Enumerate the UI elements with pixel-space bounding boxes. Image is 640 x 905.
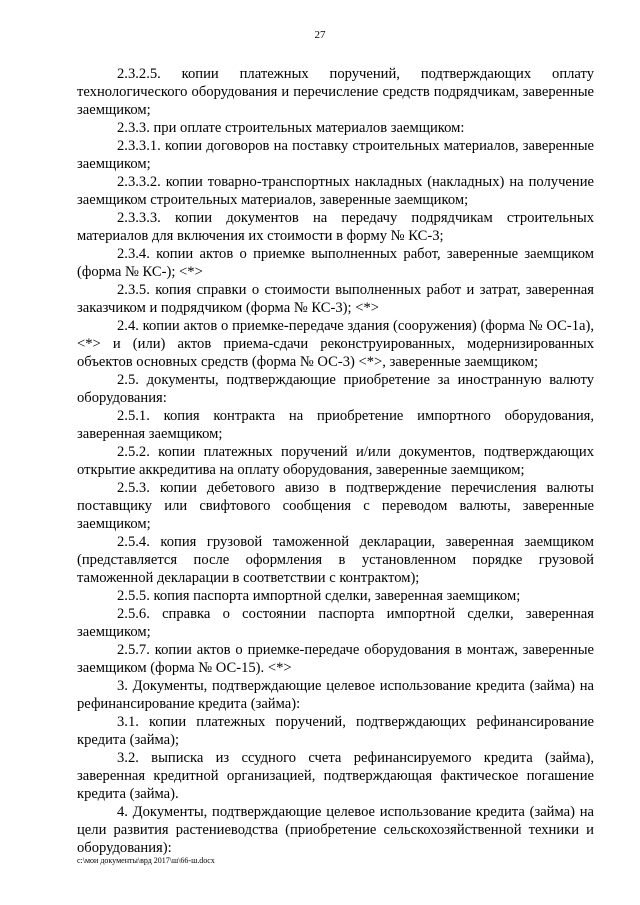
paragraph: 3.2. выписка из ссудного счета рефинансируемого кредита (займа), заверенная кредитной организацией, подтверждающая фактическое погашение кредита (займа). [77, 750, 594, 802]
paragraph: 2.5.1. копия контракта на приобретение импортного оборудования, заверенная заемщиком; [77, 408, 594, 442]
paragraph: 2.3.4. копии актов о приемке выполненных работ, заверенные заемщиком (форма № КС-); <*> [77, 246, 594, 280]
paragraph: 2.5.3. копии дебетового авизо в подтверждение перечисления валюты поставщику или свифтового сообщения с переводом валюты, заверенные заемщиком; [77, 480, 594, 532]
paragraph: 2.5.7. копии актов о приемке-передаче оборудования в монтаж, заверенные заемщиком (форма № ОС-15). <*> [77, 642, 594, 676]
file-path-footer: c:\мои документы\врд 2017\ш\66-ш.docx [77, 856, 215, 865]
page-number: 27 [314, 29, 326, 41]
document-body [77, 65, 594, 857]
paragraph: 2.3.3.3. копии документов на передачу подрядчикам строительных материалов для включения их стоимости в форму № КС-3; [77, 210, 594, 244]
paragraph: 2.3.5. копия справки о стоимости выполненных работ и затрат, заверенная заказчиком и подрядчиком (форма № КС-3); <*> [77, 282, 594, 316]
paragraph: 3. Документы, подтверждающие целевое использование кредита (займа) на рефинансирование кредита (займа): [77, 678, 594, 712]
paragraph: 2.3.3.2. копии товарно-транспортных накладных (накладных) на получение заемщиком строительных материалов, заверенные заемщиком; [77, 174, 594, 208]
paragraph: 2.5.5. копия паспорта импортной сделки, заверенная заемщиком; [117, 588, 521, 604]
paragraph: 2.3.3.1. копии договоров на поставку строительных материалов, заверенные заемщиком; [77, 138, 594, 172]
paragraph: 2.5.4. копия грузовой таможенной декларации, заверенная заемщиком (представляется после оформления в установленном порядке грузовой таможенной декларации в соответствии с контрактом); [77, 534, 594, 586]
paragraph: 2.3.2.5. копии платежных поручений, подтверждающих оплату технологического оборудования и перечисление средств подрядчикам, заверенные заемщиком; [77, 66, 594, 118]
paragraph: 2.5.6. справка о состоянии паспорта импортной сделки, заверенная заемщиком; [77, 606, 594, 640]
paragraph: 2.5. документы, подтверждающие приобретение за иностранную валюту оборудования: [77, 372, 594, 406]
paragraph: 4. Документы, подтверждающие целевое использование кредита (займа) на цели развития растениеводства (приобретение сельскохозяйственной техники и оборудования): [77, 804, 594, 856]
paragraph: 2.3.3. при оплате строительных материалов заемщиком: [117, 120, 465, 136]
paragraph: 3.1. копии платежных поручений, подтверждающих рефинансирование кредита (займа); [77, 714, 594, 748]
paragraph: 2.5.2. копии платежных поручений и/или документов, подтверждающих открытие аккредитива на оплату оборудования, заверенные заемщиком; [77, 444, 594, 478]
paragraph: 2.4. копии актов о приемке-передаче здания (сооружения) (форма № ОС-1а), <*> и (или) актов приема-сдачи реконструированных, модернизированных объектов основных средств (форма № ОС-3) <*>, заверенные заемщиком; [77, 318, 594, 370]
